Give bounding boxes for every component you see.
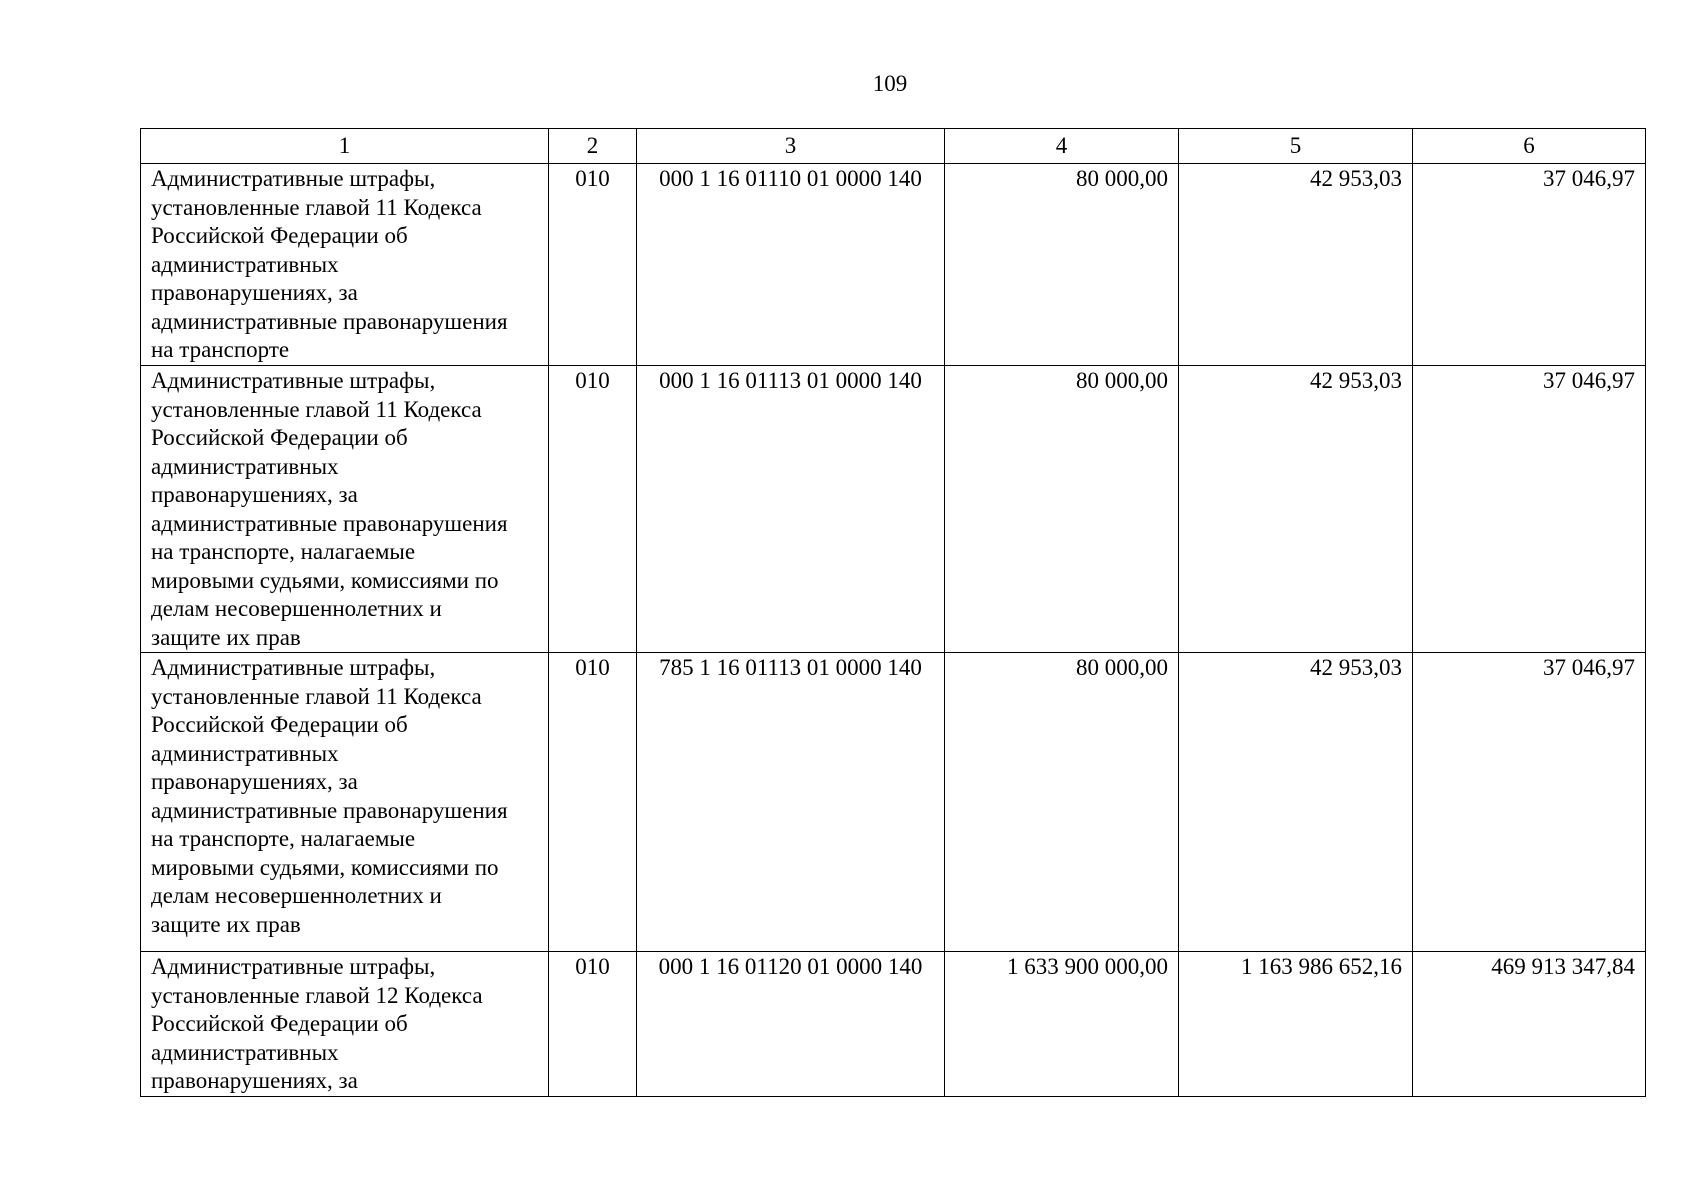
row-line-code: 010: [549, 366, 637, 653]
row-name: [141, 366, 549, 653]
row-line-code: 010: [549, 164, 637, 366]
column-header-3: 3: [637, 129, 945, 164]
row-budget-code: 785 1 16 01113 01 0000 140: [637, 653, 945, 952]
row-unexecuted: 469 913 347,84: [1413, 952, 1646, 1097]
column-header-1: 1: [141, 129, 549, 164]
table-row: [141, 366, 1646, 653]
table-row: [141, 952, 1646, 1097]
row-budget-code: 000 1 16 01120 01 0000 140: [637, 952, 945, 1097]
row-budget-code: 000 1 16 01113 01 0000 140: [637, 366, 945, 653]
row-unexecuted: 37 046,97: [1413, 164, 1646, 366]
row-name: [141, 164, 549, 366]
row-name-text: Административные штрафы, установленные главой 11 Кодекса Российской Федерации об административных правонарушениях, за административные правонарушения на транспорте, налагаемые мировыми судьями, комиссиями по делам несовершеннолетних и защите их прав: [151, 368, 508, 650]
row-budget-code: 000 1 16 01110 01 0000 140: [637, 164, 945, 366]
table-row: [141, 164, 1646, 366]
row-name: [141, 653, 549, 952]
row-approved: 80 000,00: [945, 366, 1179, 653]
table-row: [141, 653, 1646, 952]
row-name-text: Административные штрафы, установленные главой 11 Кодекса Российской Федерации об административных правонарушениях, за административные правонарушения на транспорте, налагаемые мировыми судьями, комиссиями по делам несовершеннолетних и защите их прав: [151, 655, 508, 937]
row-unexecuted: 37 046,97: [1413, 366, 1646, 653]
row-executed: 42 953,03: [1179, 366, 1413, 653]
row-name-text: Административные штрафы, установленные главой 11 Кодекса Российской Федерации об административных правонарушениях, за административные правонарушения на транспорте: [151, 166, 508, 362]
row-line-code: 010: [549, 653, 637, 952]
row-approved: 1 633 900 000,00: [945, 952, 1179, 1097]
row-line-code: 010: [549, 952, 637, 1097]
row-executed: 42 953,03: [1179, 653, 1413, 952]
column-header-2: 2: [549, 129, 637, 164]
row-approved: 80 000,00: [945, 653, 1179, 952]
column-header-5: 5: [1179, 129, 1413, 164]
row-executed: 1 163 986 652,16: [1179, 952, 1413, 1097]
row-name-text: Административные штрафы, установленные главой 12 Кодекса Российской Федерации об административных правонарушениях, за: [151, 954, 483, 1093]
row-approved: 80 000,00: [945, 164, 1179, 366]
row-executed: 42 953,03: [1179, 164, 1413, 366]
row-unexecuted: 37 046,97: [1413, 653, 1646, 952]
row-name: [141, 952, 549, 1097]
column-header-6: 6: [1413, 129, 1646, 164]
header-row: [141, 129, 1646, 164]
budget-table: [140, 128, 1646, 1097]
column-header-4: 4: [945, 129, 1179, 164]
page-number: 109: [872, 71, 908, 96]
